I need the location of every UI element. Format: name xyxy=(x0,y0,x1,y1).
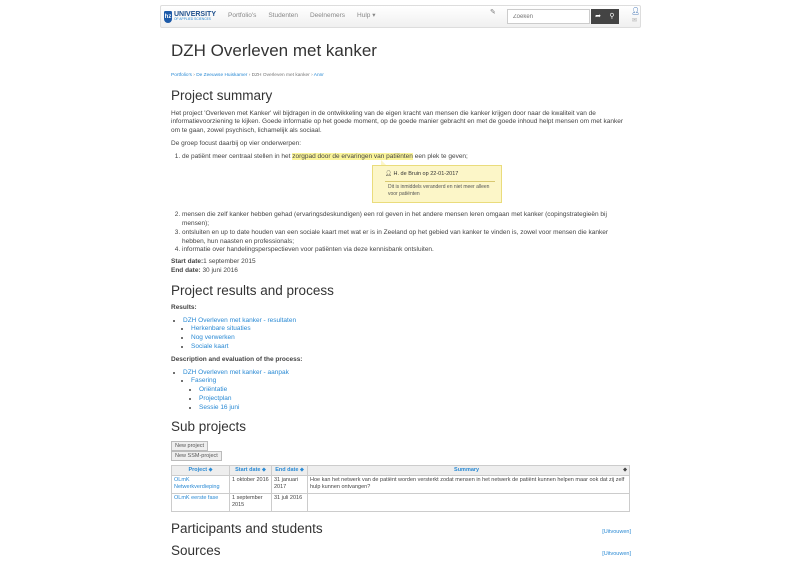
participants-heading: Participants and students xyxy=(171,520,323,536)
col-start-date[interactable]: Start date ⬥ xyxy=(230,465,272,475)
focus-list xyxy=(182,153,631,256)
navbar xyxy=(160,5,641,28)
annotated-text[interactable]: zorgpad door de ervaringen van patiënten xyxy=(292,152,413,160)
logo-title: UNIVERSITY xyxy=(173,11,216,19)
go-arrow-icon[interactable]: ➦ xyxy=(591,9,605,24)
nav-portfolios[interactable]: Portfolio's xyxy=(228,12,257,20)
project-link[interactable]: OLmK eerste fase xyxy=(174,494,219,501)
logo-shield-icon: hz xyxy=(164,11,172,23)
summary-focus: De groep focust daarbij op vier onderwerpen: xyxy=(171,139,302,147)
breadcrumb-sep: › xyxy=(247,72,252,78)
breadcrumb-portfolios[interactable]: Portfolio's xyxy=(171,72,192,78)
sources-expand-link[interactable]: [Uitvouwen] xyxy=(602,550,631,557)
new-project-button[interactable]: New project xyxy=(171,441,208,451)
fasering-link[interactable]: Fasering xyxy=(191,377,217,385)
end-cell: 31 juli 2016 xyxy=(272,493,308,511)
project-link[interactable]: OLmK Netwerkverdieping xyxy=(174,477,220,491)
summary-intro: Het project 'Overleven met Kanker' wil bijdragen in de ontwikkeling van de eigen kracht van mensen die kanker krijgen door naar de kwaliteit van de informatievoorziening te kijken. Goede informatie op het goede moment, op de goede manier gebracht en met de goede inhoud helpt mensen om met kanker om te gaan, zowel psychisch, lichamelijk als sociaal. xyxy=(171,109,624,135)
results-sub-link[interactable]: Nog verwerken xyxy=(191,334,235,342)
nav-deelnemers[interactable]: Deelnemers xyxy=(309,12,346,20)
note-text: Dit is inmiddels veranderd en niet meer alleen voor patiënten xyxy=(388,183,490,197)
nav-hulp-dropdown[interactable]: Hulp ▾ xyxy=(357,12,376,20)
sources-heading: Sources xyxy=(171,542,221,558)
process-sub-link[interactable]: Sessie 16 juni xyxy=(199,403,240,411)
summary-cell: Hoe kan het netwerk van de patiënt worden versterkt zodat mensen in het netwerk de patiënt kunnen helpen maar ook dat zij zelf hulp kunnen ontvangen? xyxy=(308,476,630,494)
search-input[interactable] xyxy=(507,9,590,24)
table-row xyxy=(172,476,630,494)
col-summary[interactable]: Summary ⬥ xyxy=(308,465,630,475)
note-author: H. de Bruin op 22-01-2017 xyxy=(393,171,459,178)
page-title: DZH Overleven met kanker xyxy=(171,41,377,60)
subprojects-heading: Sub projects xyxy=(171,419,247,435)
list-item xyxy=(182,153,631,204)
results-list xyxy=(183,317,631,352)
breadcrumb-current: DZH Overleven met kanker xyxy=(251,72,310,78)
breadcrumb-huiskamer[interactable]: De Zeeuwse Huiskamer xyxy=(196,72,248,78)
results-link[interactable]: DZH Overleven met kanker - resultaten xyxy=(183,316,297,324)
edit-pencil-icon[interactable]: ✎ xyxy=(490,9,496,16)
breadcrumb-sep: › xyxy=(309,72,314,78)
list-item: 2. mensen die zelf kanker hebben gehad (ervaringsdeskundigen) een rol geven in het andere mensen leren omgaan met kanker (copingstrategieën bij mensen); xyxy=(182,211,631,229)
col-project[interactable]: Project ⬥ xyxy=(172,465,230,475)
table-row xyxy=(172,493,630,511)
breadcrumb-edit[interactable]: Annr xyxy=(313,72,324,78)
results-label: Results: xyxy=(171,303,197,311)
start-date-label: Start date: xyxy=(171,258,204,266)
process-sub-link[interactable]: Oriëntatie xyxy=(199,386,228,394)
user-icon: 👤︎ xyxy=(385,171,394,178)
start-date: 1 september 2015 xyxy=(203,258,256,266)
results-sub-link[interactable]: Herkenbare situaties xyxy=(191,325,251,333)
university-logo[interactable] xyxy=(164,11,216,23)
breadcrumb-sep: › xyxy=(191,72,197,78)
new-ssm-project-button[interactable]: New SSM-project xyxy=(171,451,222,461)
breadcrumb xyxy=(171,73,631,79)
start-cell: 1 september 2015 xyxy=(230,493,272,511)
search-icon[interactable]: ⚲ xyxy=(605,9,619,24)
process-label: Description and evaluation of the process: xyxy=(171,355,303,363)
item-text: de patiënt meer centraal stellen in het xyxy=(182,152,293,160)
mail-icon[interactable]: ✉ xyxy=(632,18,638,24)
process-list xyxy=(183,369,631,413)
process-link[interactable]: DZH Overleven met kanker - aanpak xyxy=(183,368,289,376)
col-end-date[interactable]: End date ⬥ xyxy=(272,465,308,475)
list-item: 4. informatie over handelingsperspectieven voor patiënten via deze kennisbank ontsluiten. xyxy=(182,246,631,255)
subprojects-table xyxy=(171,465,630,512)
annotation-note xyxy=(372,165,502,203)
summary-heading: Project summary xyxy=(171,88,273,104)
user-icon[interactable]: 👤︎ xyxy=(631,8,640,15)
process-sub-link[interactable]: Projectplan xyxy=(199,394,232,402)
end-date-label: End date: xyxy=(171,266,201,274)
end-cell: 31 januari 2017 xyxy=(272,476,308,494)
item-text: een plek te geven; xyxy=(412,152,468,160)
start-cell: 1 oktober 2016 xyxy=(230,476,272,494)
results-sub-link[interactable]: Sociale kaart xyxy=(191,343,229,351)
results-heading: Project results and process xyxy=(171,282,334,298)
nav-studenten[interactable]: Studenten xyxy=(268,12,298,20)
list-item: 3. ontsluiten en up to date houden van een sociale kaart met wat er is in Zeeland op het gebied van kanker te vinden is, zowel voor mensen die kanker hebben, hun naasten en professionals; xyxy=(182,229,631,247)
end-date: 30 juni 2016 xyxy=(202,266,238,274)
summary-cell xyxy=(308,493,630,511)
participants-expand-link[interactable]: [Uitvouwen] xyxy=(602,528,631,535)
logo-subtitle: OF APPLIED SCIENCES xyxy=(173,17,211,22)
